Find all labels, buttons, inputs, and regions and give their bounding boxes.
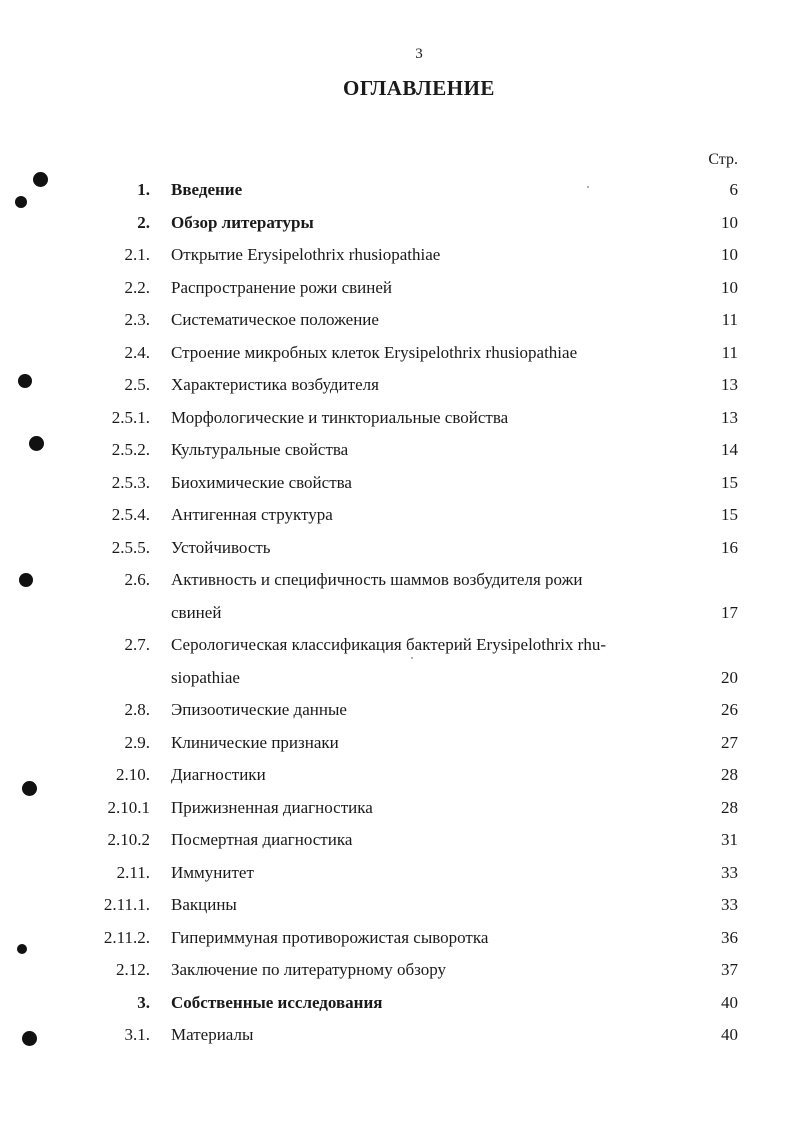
toc-entry-number: 2.4. — [124, 342, 150, 362]
toc-entry-title-line: Устойчивость — [171, 537, 271, 557]
toc-entry — [0, 369, 798, 402]
toc-entry-title — [171, 564, 671, 629]
toc-entry-title — [171, 369, 671, 402]
toc-entry-page: 15 — [721, 472, 738, 492]
toc-entry-title-line: Биохимические свойства — [171, 472, 352, 492]
toc-entry-page: 10 — [721, 277, 738, 297]
toc-entry-title-line: Культуральные свойства — [171, 440, 349, 459]
toc-entry-page: 17 — [721, 602, 738, 622]
toc-entry-title-line: Характеристика возбудителя — [171, 375, 379, 394]
toc-entry-page: 11 — [721, 310, 738, 329]
toc-entry-title-line: Иммунитет — [171, 862, 254, 882]
toc-entry-number: 2.2. — [124, 277, 150, 297]
toc-entry-page: 13 — [721, 375, 738, 394]
toc-entry — [0, 564, 798, 629]
toc-entry-title-line: Открытие Erysipelothrix rhusiopathiae — [171, 245, 441, 264]
toc-entry-title — [171, 1019, 671, 1052]
toc-entry-number: 2.11.2. — [103, 927, 150, 947]
toc-entry-title — [171, 272, 671, 305]
toc-entry-title-line: Заключение по литературному обзору — [171, 960, 446, 979]
toc-entry-title — [171, 239, 671, 272]
page-column-header: Стр. — [708, 151, 738, 168]
toc-entry-page: 27 — [721, 732, 738, 752]
toc-entry-number: 2.6. — [124, 570, 150, 589]
toc-entry — [0, 434, 798, 467]
toc-entry-page: 40 — [721, 992, 738, 1012]
punch-hole — [19, 573, 33, 587]
toc-entry-page: 11 — [721, 342, 738, 362]
toc-list — [0, 174, 798, 1052]
toc-entry-title — [171, 174, 671, 207]
toc-entry — [0, 207, 798, 240]
toc-entry-title-line: Прижизненная диагностика — [171, 797, 373, 817]
toc-entry-title — [171, 532, 671, 565]
punch-hole — [33, 172, 48, 187]
toc-entry-title-line: Активность и специфичность шаммов возбудителя рожи — [171, 570, 583, 589]
toc-entry-title-line: Материалы — [171, 1025, 254, 1044]
toc-entry-page: 26 — [721, 700, 738, 719]
toc-entry-title-line: Диагностики — [171, 765, 266, 784]
toc-entry — [0, 337, 798, 370]
toc-entry-page: 16 — [721, 537, 738, 557]
toc-entry-page: 15 — [721, 505, 738, 524]
toc-entry-title — [171, 402, 671, 435]
toc-entry — [0, 174, 798, 207]
punch-hole — [17, 944, 27, 954]
toc-entry-number: 2.10. — [116, 765, 150, 784]
toc-entry-title-line: Серологическая классификация бактерий Erysipelothrix rhu- — [171, 635, 606, 654]
toc-entry-number: 3.1. — [124, 1025, 150, 1044]
toc-entry — [0, 239, 798, 272]
toc-entry — [0, 889, 798, 922]
toc-entry-number: 2. — [137, 212, 150, 232]
toc-entry-title — [171, 629, 671, 694]
toc-entry-title-line: Собственные исследования — [171, 992, 383, 1012]
scan-speck — [587, 186, 589, 188]
toc-entry-title-line: Морфологические и тинкториальные свойства — [171, 407, 509, 427]
toc-entry-number: 3. — [137, 992, 150, 1012]
toc-entry — [0, 499, 798, 532]
toc-entry-page: 36 — [721, 927, 738, 947]
toc-entry-number: 2.10.1 — [107, 797, 150, 817]
toc-entry-number: 2.5.1. — [111, 407, 150, 427]
toc-entry-title-line: Введение — [171, 180, 243, 199]
toc-entry-title-line: Посмертная диагностика — [171, 830, 353, 849]
toc-entry-title — [171, 694, 671, 727]
punch-hole — [22, 1031, 37, 1046]
toc-entry-page: 6 — [729, 180, 738, 199]
toc-entry-title — [171, 499, 671, 532]
toc-entry-title — [171, 954, 671, 987]
toc-entry — [0, 954, 798, 987]
toc-entry — [0, 532, 798, 565]
toc-entry-number: 2.11.1. — [103, 895, 150, 914]
toc-entry-title-line: Обзор литературы — [171, 212, 314, 232]
toc-entry-number: 2.11. — [116, 862, 150, 882]
toc-entry-page: 33 — [721, 862, 738, 882]
toc-entry-number: 2.10.2 — [107, 830, 150, 849]
toc-entry-title — [171, 824, 671, 857]
toc-entry-number: 2.5. — [124, 375, 150, 394]
toc-entry-title — [171, 889, 671, 922]
toc-entry-page: 10 — [721, 212, 738, 232]
toc-entry — [0, 272, 798, 305]
toc-title: ОГЛАВЛЕНИЕ — [343, 76, 495, 100]
toc-entry — [0, 402, 798, 435]
toc-entry-title-line: Клинические признаки — [171, 732, 339, 752]
toc-entry — [0, 857, 798, 890]
toc-entry-number: 2.7. — [124, 635, 150, 654]
toc-entry-title-line: свиней — [171, 602, 222, 622]
toc-entry-title — [171, 987, 671, 1020]
toc-entry-title-line: Систематическое положение — [171, 310, 379, 329]
toc-entry-title — [171, 304, 671, 337]
scan-speck — [411, 657, 413, 659]
toc-entry-title-line: Эпизоотические данные — [171, 700, 347, 719]
toc-entry — [0, 824, 798, 857]
toc-entry-page: 40 — [721, 1025, 738, 1044]
toc-entry-title — [171, 727, 671, 760]
toc-entry — [0, 1019, 798, 1052]
punch-hole — [29, 436, 44, 451]
toc-entry — [0, 629, 798, 694]
toc-entry — [0, 987, 798, 1020]
toc-entry-title — [171, 207, 671, 240]
toc-entry-number: 2.5.2. — [111, 440, 150, 459]
toc-entry-page: 28 — [721, 797, 738, 817]
toc-entry-page: 37 — [721, 960, 738, 979]
punch-hole — [15, 196, 27, 208]
toc-entry-number: 1. — [137, 180, 150, 199]
toc-entry-title — [171, 467, 671, 500]
toc-entry-number: 2.8. — [124, 700, 150, 719]
toc-entry-page: 28 — [721, 765, 738, 784]
toc-entry-title — [171, 337, 671, 370]
toc-entry-page: 33 — [721, 895, 738, 914]
toc-entry-number: 2.5.4. — [111, 505, 150, 524]
toc-entry-number: 2.5.3. — [111, 472, 150, 492]
toc-entry — [0, 467, 798, 500]
toc-entry-page: 13 — [721, 407, 738, 427]
toc-entry-page: 14 — [721, 440, 738, 459]
toc-entry-number: 2.12. — [116, 960, 150, 979]
toc-entry-title — [171, 759, 671, 792]
toc-entry-title — [171, 792, 671, 825]
toc-entry-title-line: siopathiae — [171, 667, 240, 687]
punch-hole — [18, 374, 32, 388]
toc-entry — [0, 922, 798, 955]
toc-entry — [0, 304, 798, 337]
toc-entry — [0, 727, 798, 760]
toc-entry-page: 10 — [721, 245, 738, 264]
toc-entry — [0, 792, 798, 825]
toc-entry-title — [171, 857, 671, 890]
punch-hole — [22, 781, 37, 796]
toc-entry-number: 2.9. — [124, 732, 150, 752]
toc-entry-title-line: Антигенная структура — [171, 505, 333, 524]
toc-entry-title — [171, 434, 671, 467]
toc-entry — [0, 694, 798, 727]
toc-entry-page: 20 — [721, 667, 738, 687]
toc-entry-number: 2.5.5. — [111, 537, 150, 557]
toc-entry-title — [171, 922, 671, 955]
toc-entry-number: 2.3. — [124, 310, 150, 329]
page-number: 3 — [415, 46, 423, 62]
toc-entry — [0, 759, 798, 792]
toc-entry-title-line: Распространение рожи свиней — [171, 277, 393, 297]
toc-entry-number: 2.1. — [124, 245, 150, 264]
toc-entry-page: 31 — [721, 830, 738, 849]
toc-entry-title-line: Гипериммуная противорожистая сыворотка — [171, 927, 489, 947]
toc-entry-title-line: Вакцины — [171, 895, 237, 914]
toc-entry-title-line: Строение микробных клеток Erysipelothrix rhusiopathiae — [171, 342, 578, 362]
